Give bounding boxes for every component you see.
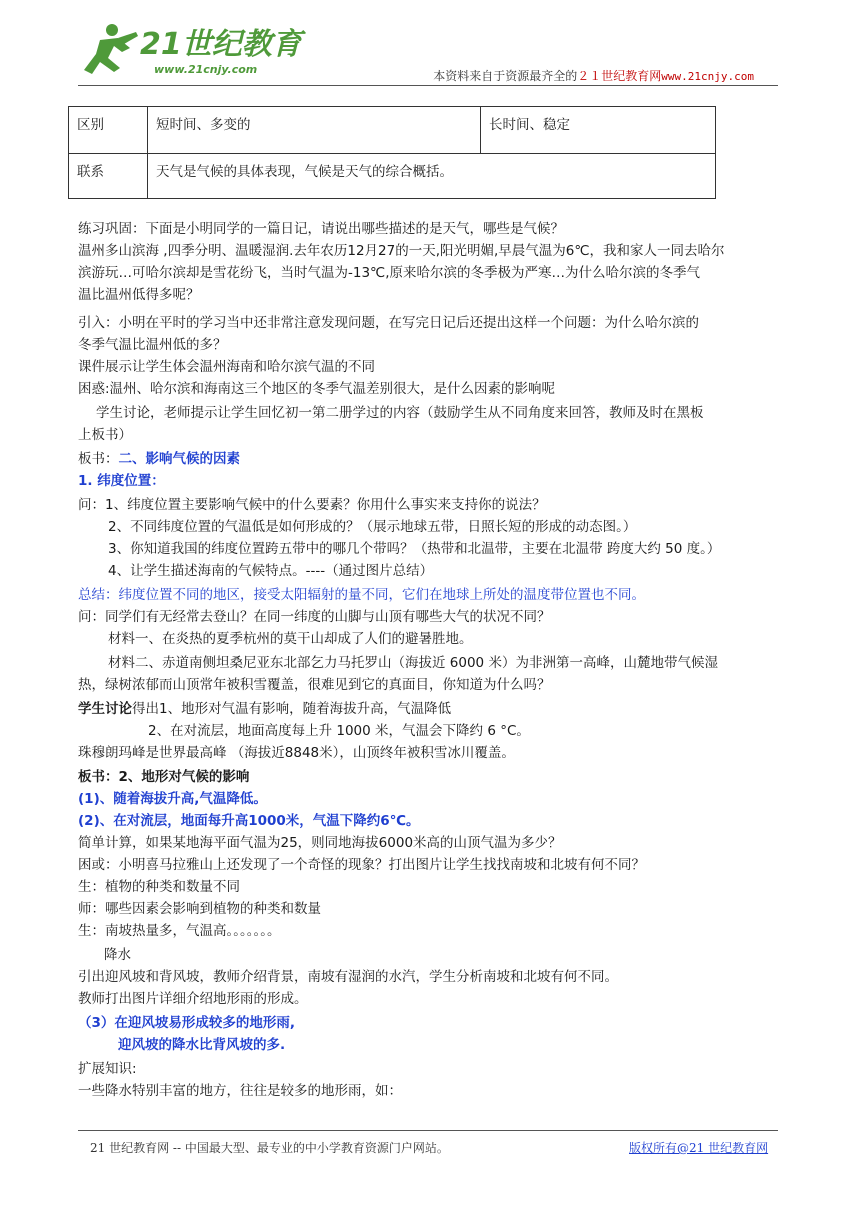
text-line: 困惑:温州、哈尔滨和海南这三个地区的冬季气温差别很大，是什么因素的影响呢 xyxy=(78,381,556,397)
board-point: （3）在迎风坡易形成较多的地形雨, xyxy=(78,1015,296,1031)
text-line: 热，绿树浓郁而山顶常年被积雪覆盖，很难见到它的真面目，你知道为什么吗？ xyxy=(78,677,551,693)
logo-title: 21世纪教育 xyxy=(140,27,302,62)
text-line: 练习巩固：下面是小明同学的一篇日记，请说出哪些描述的是天气，哪些是气候？ xyxy=(78,221,564,237)
text-line: 降水 xyxy=(104,947,131,963)
page-header xyxy=(78,18,778,84)
footer-divider xyxy=(78,1130,778,1131)
board-heading: 板书：二、影响气候的因素 xyxy=(78,451,240,467)
board-point: (1)、随着海拔升高,气温降低。 xyxy=(78,791,267,807)
header-note: 本资料来自于资源最齐全的２１世纪教育网www.21cnjy.com xyxy=(433,69,754,83)
text-line: 上板书） xyxy=(78,427,132,443)
text-line: 教师打出图片详细介绍地形雨的形成。 xyxy=(78,991,308,1007)
text-line: 冬季气温比温州低的多？ xyxy=(78,337,227,353)
table-cell: 天气是气候的具体表现，气候是天气的综合概括。 xyxy=(148,154,716,199)
text-line: 温州多山滨海 ,四季分明、温暖湿润.去年农历12月27的一天,阳光明媚,早晨气温为6℃，我和家人一同去哈尔 xyxy=(78,243,725,259)
text-line: 课件展示让学生体会温州海南和哈尔滨气温的不同 xyxy=(78,359,375,375)
copyright-link[interactable]: 版权所有@21 世纪教育网 xyxy=(629,1141,769,1155)
text-line: 2、不同纬度位置的气温低是如何形成的？（展示地球五带，日照长短的形成的动态图。） xyxy=(108,519,637,535)
logo-21cnjy xyxy=(78,18,308,80)
text-line: 扩展知识: xyxy=(78,1061,137,1077)
text-line: 困或：小明喜马拉雅山上还发现了一个奇怪的现象？打出图片让学生找找南坡和北坡有何不同？ xyxy=(78,857,645,873)
table-row xyxy=(69,107,716,154)
table-row xyxy=(69,154,716,199)
section-heading: 1. 纬度位置： xyxy=(78,473,165,489)
text-line: 材料一、在炎热的夏季杭州的莫干山却成了人们的避暑胜地。 xyxy=(108,631,473,647)
weather-climate-table xyxy=(68,106,716,199)
board-point: (2)、在对流层，地面每升高1000米，气温下降约6℃。 xyxy=(78,813,420,829)
header-divider xyxy=(78,85,778,86)
text-line: 师：哪些因素会影响到植物的种类和数量 xyxy=(78,901,321,917)
discussion-line: 学生讨论得出1、地形对气温有影响，随着海拔升高，气温降低 xyxy=(78,701,452,717)
text-line: 材料二、赤道南侧坦桑尼亚东北部乞力马托罗山（海拔近 6000 米）为非洲第一高峰，山麓地带气候湿 xyxy=(108,655,718,671)
text-line: 生：植物的种类和数量不同 xyxy=(78,879,240,895)
summary-line: 总结：纬度位置不同的地区，接受太阳辐射的量不同，它们在地球上所处的温度带位置也不同。 xyxy=(78,587,645,603)
board-point: 迎风坡的降水比背风坡的多. xyxy=(118,1037,286,1053)
text-line: 引出迎风坡和背风坡，教师介绍背景，南坡有湿润的水汽，学生分析南坡和北坡有何不同。 xyxy=(78,969,618,985)
text-line: 学生讨论，老师提示让学生回忆初一第二册学过的内容（鼓励学生从不同角度来回答，教师及时在黑板 xyxy=(96,405,704,421)
text-line: 一些降水特别丰富的地方，往往是较多的地形雨，如： xyxy=(78,1083,402,1099)
logo-url: www.21cnjy.com xyxy=(154,63,258,76)
table-cell: 短时间、多变的 xyxy=(148,107,481,154)
board-heading: 板书：2、地形对气候的影响 xyxy=(78,769,250,785)
table-cell: 长时间、稳定 xyxy=(481,107,716,154)
text-line: 问：1、纬度位置主要影响气候中的什么要素？你用什么事实来支持你的说法？ xyxy=(78,497,546,513)
text-line: 珠穆朗玛峰是世界最高峰 （海拔近8848米），山顶终年被积雪冰川覆盖。 xyxy=(78,745,515,761)
text-line: 3、你知道我国的纬度位置跨五带中的哪几个带吗？（热带和北温带，主要在北温带 跨度大约 50 度。） xyxy=(108,541,721,557)
text-line: 引入：小明在平时的学习当中还非常注意发现问题，在写完日记后还提出这样一个问题：为什么哈尔滨的 xyxy=(78,315,699,331)
table-cell-label: 区别 xyxy=(69,107,148,154)
text-line: 滨游玩…可哈尔滨却是雪花纷飞，当时气温为-13℃,原来哈尔滨的冬季极为严寒…为什么哈尔滨的冬季气 xyxy=(78,265,701,281)
text-line: 4、让学生描述海南的气候特点。----（通过图片总结） xyxy=(108,563,434,579)
table-cell-label: 联系 xyxy=(69,154,148,199)
text-line: 简单计算，如果某地海平面气温为25，则同地海拔6000米高的山顶气温为多少？ xyxy=(78,835,562,851)
text-line: 2、在对流层，地面高度每上升 1000 米，气温会下降约 6 °C。 xyxy=(148,723,530,739)
text-line: 问：同学们有无经常去登山？在同一纬度的山脚与山顶有哪些大气的状况不同？ xyxy=(78,609,551,625)
text-line: 温比温州低得多呢？ xyxy=(78,287,200,303)
footer-text: 21 世纪教育网 -- 中国最大型、最专业的中小学教育资源门户网站。 xyxy=(90,1141,449,1155)
text-line: 生：南坡热量多，气温高。。。。。。。 xyxy=(78,923,281,939)
